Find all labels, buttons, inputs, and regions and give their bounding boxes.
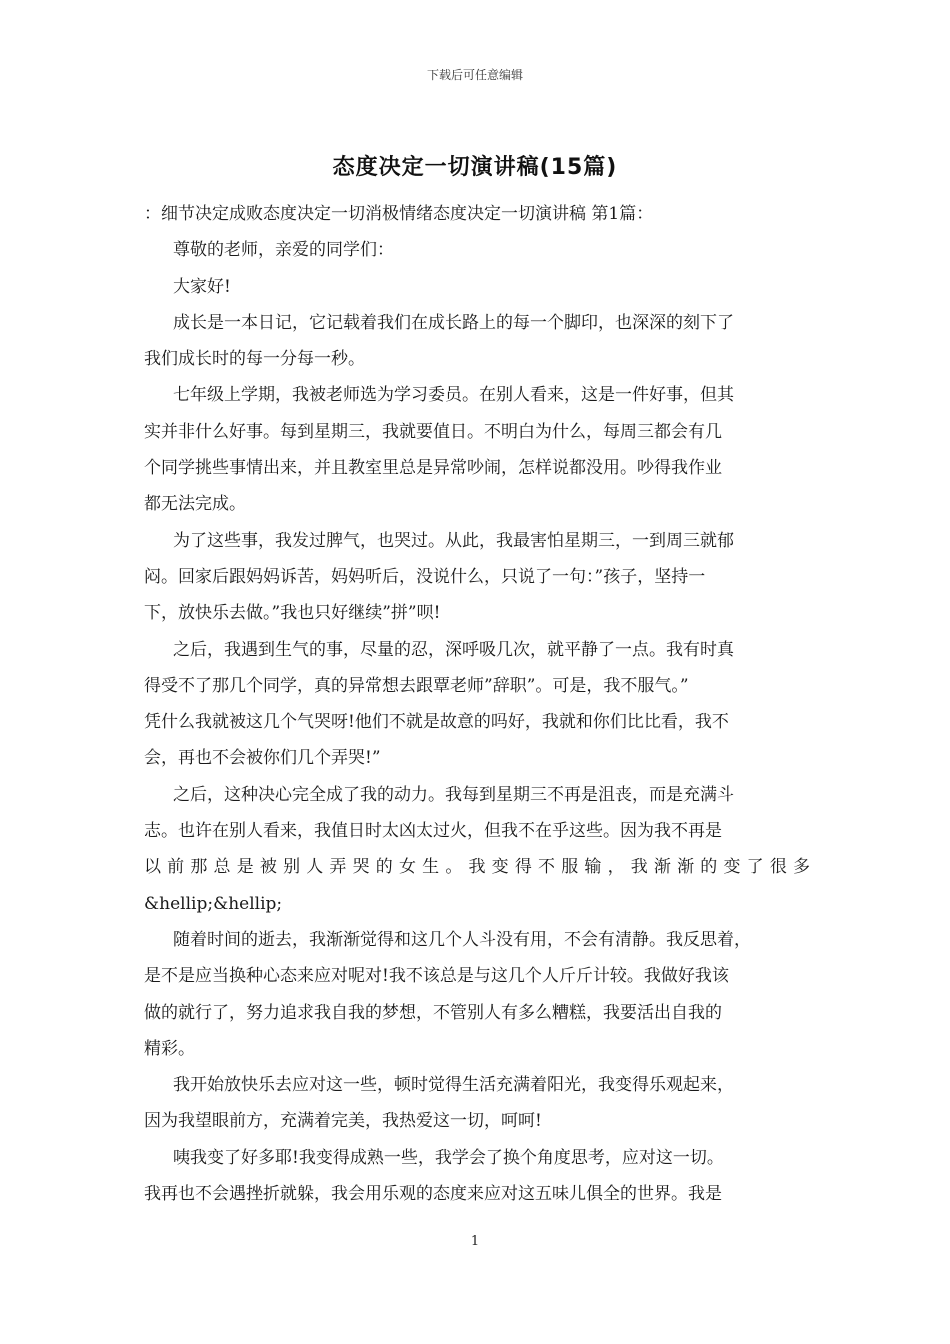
text-line: 以 前 那 总 是 被 别 人 弄 哭 的 女 生 。 我 变 得 不 服 输 ， 我 渐 渐 的 变 了 很 多 [144,857,810,878]
document-body [144,196,810,1212]
text-line: 是不是应当换种心态来应对呢对!我不该总是与这几个人斤斤计较。我做好我该 [144,966,729,987]
text-line: 大家好! [173,276,231,297]
text-line: 成长是一本日记，它记载着我们在成长路上的每一个脚印，也深深的刻下了 [173,312,734,333]
text-line: 实并非什么好事。每到星期三，我就要值日。不明白为什么，每周三都会有几 [144,421,722,442]
text-line: ：细节决定成败态度决定一切消极情绪态度决定一切演讲稿 第1篇： [144,204,654,224]
text-line: 凭什么我就被这几个气哭呀!他们不就是故意的吗好，我就和你们比比看，我不 [144,712,729,733]
text-line: 会，再也不会被你们几个弄哭!” [144,748,381,769]
text-line: 下，放快乐去做。”我也只好继续”拼”呗! [144,603,441,624]
text-line: 都无法完成。 [144,494,246,515]
text-line: 之后，这种决心完全成了我的动力。我每到星期三不再是沮丧，而是充满斗 [173,784,734,805]
text-line: 咦我变了好多耶!我变得成熟一些，我学会了换个角度思考，应对这一切。 [173,1147,724,1168]
text-line: 为了这些事，我发过脾气，也哭过。从此，我最害怕星期三，一到周三就郁 [173,530,734,551]
text-line: 闷。回家后跟妈妈诉苦，妈妈听后，没说什么，只说了一句：”孩子，坚持一 [144,566,706,587]
text-line: 精彩。 [144,1038,195,1059]
page-number: 1 [470,1234,480,1249]
text-line: 做的就行了，努力追求我自我的梦想，不管别人有多么糟糕，我要活出自我的 [144,1002,722,1023]
text-line: 个同学挑些事情出来，并且教室里总是异常吵闹，怎样说都没用。吵得我作业 [144,458,722,479]
text-line: 志。也许在别人看来，我值日时太凶太过火，但我不在乎这些。因为我不再是 [144,821,722,842]
text-line: 因为我望眼前方，充满着完美，我热爱这一切，呵呵! [144,1111,542,1132]
text-line: &hellip;&hellip; [144,893,283,914]
document-title: 态度决定一切演讲稿(15篇) [332,155,618,180]
text-line: 之后，我遇到生气的事，尽量的忍，深呼吸几次，就平静了一点。我有时真 [173,639,734,660]
text-line: 随着时间的逝去，我渐渐觉得和这几个人斗没有用，不会有清静。我反思着， [173,929,751,950]
text-line: 尊敬的老师，亲爱的同学们： [173,240,394,261]
text-line: 我再也不会遇挫折就躲，我会用乐观的态度来应对这五味儿俱全的世界。我是 [144,1184,722,1205]
text-line: 七年级上学期，我被老师选为学习委员。在别人看来，这是一件好事，但其 [173,385,734,406]
text-line: 我开始放快乐去应对这一些，顿时觉得生活充满着阳光，我变得乐观起来， [173,1075,734,1096]
header-note: 下载后可任意编辑 [426,68,523,82]
text-line: 得受不了那几个同学，真的异常想去跟覃老师”辞职”。可是，我不服气。” [144,675,689,696]
text-line: 我们成长时的每一分每一秒。 [144,349,365,370]
